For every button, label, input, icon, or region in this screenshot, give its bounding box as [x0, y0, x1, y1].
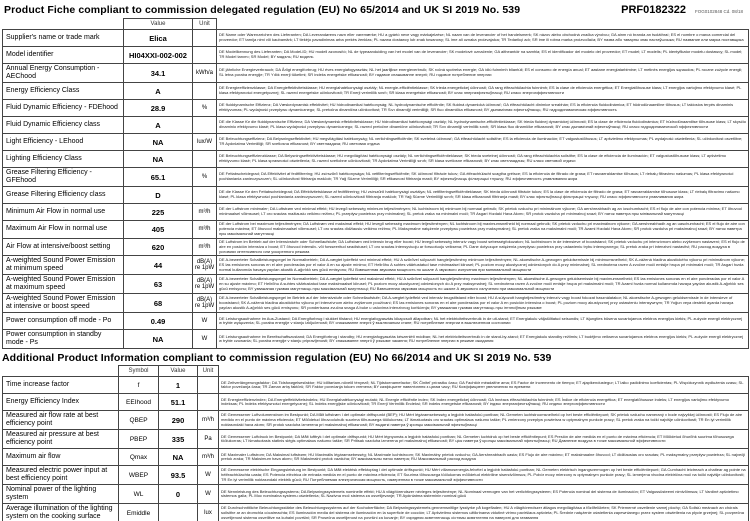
row-unit: W — [198, 466, 219, 485]
table-row — [3, 313, 749, 330]
row-label: Lighting Efficiency Class — [3, 151, 124, 168]
row-value — [159, 504, 198, 521]
row-value: 405 — [124, 221, 193, 239]
column-header-symbol: Symbol — [119, 366, 159, 377]
row-value: 290 — [159, 411, 198, 430]
row-description: DE fluiddynamische Effizienz; DA Væskedynamisk effektivitet; HU hidrodinamikai hatékonyság; NL hydrodynamische efficiëntie; SK fluidná dynamická účinnosť; GA éifeachtúlacht dinimice sreabhán; ES la eficiencia fluidodinámica; ET hüdrodünaamiline tõhusus; LT takiosios terpės dinaminis efektyvumas; PL wydajność przepływu dynamicznego; SL pretočna dinamična učinkovitost; TR Sıvı dinamiği verimliliği; SR fluo dinamička efikasnost; BY дынамічная эфектыўнасць; RU гидродинамическая эффективность — [217, 100, 749, 117]
row-value: 1 — [159, 377, 198, 394]
column-header-value: Value — [124, 19, 193, 30]
row-unit: % — [193, 100, 217, 117]
row-symbol: WBEP — [119, 466, 159, 485]
document-reference — [621, 4, 746, 16]
row-label: Measured air pressure at best efficiency point — [3, 430, 119, 449]
row-label: Air Flow at intensive/boost setting — [3, 238, 124, 256]
table-row — [3, 275, 749, 294]
row-description: DE Luftstrom im Betrieb auf der Intensivstufe oder Schnellaufstufe; DA Luftstrøm ved intensiv brug eller boost; HU levegő sebesség intenzív vagy boost sebességfokozaton; NL luchtstroom in de intensieve of booststand; SK prietok vzduchu pri intenzívnom alebo zvýšenom nastavení; ES el flujo de aire en posición intensiva o boost; ET õhuvool intensiiv- või forsseeritud seadistusel; LT oro srautas intensyviuoju ar forsuotuoju veiksena; PL Dane dotyczące natężenia przepływu powietrza przy ustawieniu trybu intensywnego; SL pretok zraka pri intenzivni nastavitvi; RU расход воздуха в условиях интенсивного или ускоренного режима — [217, 238, 749, 256]
row-symbol: WL — [119, 485, 159, 504]
row-label: Average illumination of the lighting system on the cooking surface — [3, 504, 119, 521]
table-row — [3, 187, 749, 204]
document-code: FOG0102848 Cd. 08/18 — [694, 9, 743, 14]
row-unit — [193, 117, 217, 134]
row-value: 63 — [124, 275, 193, 294]
row-unit — [193, 83, 217, 100]
row-description: DE der Luftstrom bei maximum teljesítményen; DA Luftstrøm ved maksimal effekt; HU levegő sebesség maximum teljesítményen; NL luchtstroom bij maximumsnelheid bij normaal gebruik; SK prietok vzduchu pri maximálnom výkone; GA aershreabhadh ag an uaschumhacht; ES el flujo de aire con potencia máxima; ET õhuvool maksimaalsel võimsusel; LT oro srautas didžiausiu veikimo režimu; PL Maksymalne natężenie przepływu powietrza przy maksymalnej; SL pretok zraka na maksimalni moči; TR Azami Hızdaki Hava Akımı; SR protok vazduha pri maksimalnoj snazi; BY паток паветра пры максімальнай магутнасці — [217, 221, 749, 239]
row-unit: m³/h — [198, 411, 219, 430]
row-unit: kWh/a — [193, 64, 217, 83]
row-value: NA — [124, 330, 193, 349]
column-header-unit: Unit — [193, 19, 217, 30]
row-unit: dB(A) re 1pW — [193, 275, 217, 294]
table-header-row — [3, 19, 749, 30]
row-label: Energy Efficiency Index — [3, 394, 119, 411]
row-value: 0.49 — [124, 313, 193, 330]
row-description: DE Fettabscheidegrad; DA Effektivitet af fedtfiltrering; HU zsírszűrő hatékonysága; NL vetfilteringsefficiëntie; SK účinnosť filtrácie tukov; GA éifeachtúlacht scagtha gréisce; ES la eficiencia de filtrado de grasa; ET rasvaeraldamise tõhusus; LT riebalų filtravimo našumas; PL klasa efektywności pochłaniania zanieczyszczeń; SL učinkovitost filtriranja maščob; TR Yağ Süzme Verimliliği; SR efikasnost filtriranja masti; BY эфектыўнасць фільтрацыі тлушчу; RU эффективность улавливания жира — [217, 168, 749, 187]
row-unit: dB(A) re 1pW — [193, 256, 217, 275]
document-number: PRF0182322 — [621, 4, 686, 16]
row-unit: W — [193, 330, 217, 349]
table-header-row — [3, 366, 749, 377]
row-description: DE Name oder Warenzeichen des Lieferanten; DA Leverandørens navn eller varemærke; HU a gyártó neve vagy márkajelzése; NL naam van de leverancier of het handelsmerk; SK názov alebo obchodná značka výrobcu; GA ainm nó branda an tsoláthraí; ES el nombre o marca comercial del proveedor; ET tarnija nimi või kaubamärk; LT tiekėjo pavadinimas arba prekės ženklas; PL nazwa dostawcy lub znak towarowy; SL ime ali oznaka proizvajalca; TR Tedarikçi adı; SR ime ili robna marka proizvođača; BY назва або таварны знак пастаўшчыка; RU название или марка поставщика — [217, 30, 749, 47]
row-label: Minimum Air Flow in normal use — [3, 204, 124, 221]
row-label: Supplier's name or trade mark — [3, 30, 124, 47]
row-value: 335 — [159, 430, 198, 449]
table-row — [3, 504, 749, 521]
row-value: D — [124, 187, 193, 204]
product-fiche-table — [2, 18, 749, 349]
row-label: A-weighted Sound Power Emission at maximum speed — [3, 275, 124, 294]
row-description: DE Leistungsaufnahme im Bereitschaftszustand; DA Energiforbrug i standby; HU energiafogyasztás készenléti módban; NL het elektriciteitsverbruik in de stand-by-stand; ET Energiakulu standby režiimis; LT budėjimo veiksena suvartojamos elektros energijos kiekis; PL zużycie energii elektrycznej w trybie czuwania; SL poraba energije v stanju pripravljenosti; BY спажыванне энергіі ў рэжыме чакання; RU потребление энергии в режиме ожидания — [217, 330, 749, 349]
row-description: DE Energieeffizienzindex; DA Energieffektivitetsindeks; HU Energiahatékonysági mutató; NL Energie efficiëntie index; SK Index energetickej účinnosti; GA Innéacs éifeachtúlachta fuinnimh; ES Índice de eficiencia energética; ET energiatõhususe indeks; LT energijos vartojimo efektyvumo indeksas; PL Indeks efektywności energetycznej; SL Indeks energijske učinkovitosti; TR Enerji Verimlilik Endeksi; SR indeks energetske efikasnosti; BY індэкс энергаэфектыўнасці; RU индекс энергоэффективности — [219, 394, 749, 411]
row-value: 225 — [124, 204, 193, 221]
row-unit — [198, 394, 219, 411]
row-description: DE A-bewerteter Schallleistungspegel im Normalbetrieb; DA A-vægtet lydeffekt ved maksimal effekt; HU A szűrővel súlyozott hangteljesítmény maximum teljesítményen; NL akoestische A-gewogen geluidsemissie bij maximumsnelheid; ES las emisiones sonoras en el aire ponderadas por el valor A en su ajuste máximo; ET Helirõhu A suhtes väärtustatud tase maksimaalsel kiirusel; PL poziom mocy akustycznej odniesionych do A przy maksymalnej; SL vrednotena raven A zvočne moči emisije hrupa pri maksimalni moči; TR Azami hızda normal kullanımda havaya yayılan akustik A-ağırlıklı ses gücü emisyonu; BY узважаная гукавая магутнасць пры максімальнай магутнасці; RU Взвешенная звуковая мощность по шкале А звукового излучения при максимальной мощности — [217, 275, 749, 294]
table-row — [3, 30, 749, 47]
table-row — [3, 411, 749, 430]
row-description: DE Modellkennung des Lieferanten; DA Model-ID; HU modell azonosító; NL de typeaanduiding van het model van de leverancier; SK modelové označenie; GA aitheantóir na samhla; ES el identificador del modelo del proveedor; ET mudel; LT modelis; PL identyfikator modelu dostawcy; SL model; TR Model tanımı; SR Model; BY мадэль; RU модель — [217, 47, 749, 64]
row-description: DE der Luftstrom minimaler; DA Luftstrøm ved minimal effekt; HU levegő sebesség minimum teljesítményen; NL luchtstroom bij minimum bij normaal gebruik; SK prietok vzduchu pri minimálnom výkone; GA aershreabhadh ag an íoschumhacht; ES el flujo de aire con potencia mínima; ET õhuvool minimaalsel võimsusel; LT oro srautas mažiausiu veikimo režimu; PL przepływ powietrza przy minimalnej; SL pretok zraka na minimalni moči; TR Asgari Hızdaki Hava Akımı; SR protok vazduha pri minimalnoj snazi; BY паток паветра пры мінімальнай магутнасці — [217, 204, 749, 221]
row-unit — [193, 187, 217, 204]
row-value: Elica — [124, 30, 193, 47]
table-row — [3, 47, 749, 64]
row-unit: m³/h — [193, 204, 217, 221]
row-label: Power consumption off mode - Po — [3, 313, 124, 330]
table-row — [3, 466, 749, 485]
row-symbol: Emiddle — [119, 504, 159, 521]
row-description: DE Maximaler Luftstrom; DA Maksimal luftstrøm; HU Maximális légáramsebesség; NL Maximale luchtstroom; SK Maximálny prietok vzduchu; GA Aershreabhadh uasta; ES Flujo de aire máximo; ET maksimaalne õhuvool; LT didžiausias oro srautas; PL maksymalny przepływ powietrza; SL največji pretok zraka; TR Maksimum hava akımı; SR Maksimalni protok vazduha; BY максімальны паток паветра; RU Максимальный расход воздуха — [219, 449, 749, 466]
table-row — [3, 168, 749, 187]
row-value: HI04XXI-002-002 — [124, 47, 193, 64]
table-row — [3, 377, 749, 394]
row-label: Annual Energy Consumption - AEChood — [3, 64, 124, 83]
row-value: 65.1 — [124, 168, 193, 187]
row-label: Energy Efficiency Class — [3, 83, 124, 100]
row-label: Fluid Dynamic Efficiency class — [3, 117, 124, 134]
row-unit: m³/h — [193, 221, 217, 239]
table-row — [3, 394, 749, 411]
row-unit: Pa — [198, 430, 219, 449]
table-row — [3, 151, 749, 168]
row-description: DE Durchschnittliche Beleuchtungsstärke des Beleuchtungssystems auf der Kochoberfläche; DA Belysningssystemets gennemsnitlige lysstyrke på kogefladen; HU A világítórendszer átlagos megvilágítása a főzőfelületen; SK Priemerné osvetlenie varnej plochy; GA Soilsiú meánach an chórais soilsithe ar an dromchla cócaireachta; ES Iluminación media del sistema de iluminación en la superficie de cocción; LT Apšvietimo sistemos užtikrinama vidutinė virimo paviršiaus apšvieta; PL Średnie natężenie oświetlenia zapewnianego przez system oświetlenia na płycie grzejnej; SL povprečna osvetljenost sistema osvetlitve na kuhalni površini; SR Prosečna osvetljenost na površini za kuvanje; BY сярэдняя асветленасць сістэмы асвятлення на паверхні для гатавання — [219, 504, 749, 521]
row-value: 0 — [159, 485, 198, 504]
row-value: 93.5 — [159, 466, 198, 485]
column-header-value: Value — [159, 366, 198, 377]
table-row — [3, 330, 749, 349]
table-row — [3, 221, 749, 239]
row-symbol: PBEP — [119, 430, 159, 449]
row-value: NA — [124, 151, 193, 168]
row-unit: W — [193, 313, 217, 330]
row-label: Measured air flow rate at best efficiency point — [3, 411, 119, 430]
page-title: Product Fiche compliant to commission delegated regulation (EU) No 65/2014 and UK SI 2019 No. 539 — [4, 4, 521, 16]
row-label: Fluid Dynamic Efficiency - FDEhood — [3, 100, 124, 117]
row-value: A — [124, 83, 193, 100]
row-symbol: QBEP — [119, 411, 159, 430]
table-row — [3, 238, 749, 256]
row-label: Grease Filtering Efficiency class — [3, 187, 124, 204]
additional-info-table — [2, 365, 749, 521]
row-description: DE Gemessener Luftdruck im Bestpunkt; DA Målt lufttryk i det optimale driftspunkt; HU Mért légnyomás a legjobb hatásfokú pontban; NL Gemeten luchtdruk op het beste efficiëntiepunt; ES Presión de aire medida en el punto de máxima eficiencia; ET Mõõdetud õhurõhk suurima tõhususega töölukorras; LT išmatuotasis statinis slėgis optimalaus našumo taške; SR Pritisak vazduha izmerena pri maksimalnoj efikasnosti; BY ціск паветра ў кропцы максімальнай эфектыўнасці; RU Давление воздуха в точке максимальной эффективности — [219, 430, 749, 449]
row-description: DE Nennleistung des Beleuchtungssystems; DA Belysningssystemets nominelle effekt; HU A világítórendszer névleges teljesítménye; NL Nominaal vermogen van het verlichtingssysteem; ES Potencia nominal del sistema de iluminación; ET Valgussüsteemi nimivõimsus; LT Vardinė apšvietimo sistemos galia; PL Moc nominalna systemu oświetlenia; SL Nazivna moč sistema za osvetljevanje; TR Aydınlatma sisteminin nominal gücü — [219, 485, 749, 504]
table-row — [3, 204, 749, 221]
row-symbol: f — [119, 377, 159, 394]
row-unit: lux/W — [193, 134, 217, 151]
row-label: Light Efficiency - LEhood — [3, 134, 124, 151]
table-row — [3, 134, 749, 151]
row-value: 44 — [124, 256, 193, 275]
row-label: Maximum air flow — [3, 449, 119, 466]
row-description: DE Beleuchtungseffizienz; DA Belysningseffektivitet; HU megvilágítási hatékonyság; NL verlichtingsefficiëntie; SK svetelná účinnosť; GA éifeachtúlacht soilsithe; ES la eficiencia de iluminación; ET valgustustõhusus; LT apšvietimo efektyvumas; PL wydajność oświetlenia; SL učinkovitost osvetlitve; TR Aydınlatma Verimliliği; SR svetlosna efikasnost; BY светлаадача; RU световая отдача — [217, 134, 749, 151]
row-description: DE Leistungsaufnahme im Aus-Zustand; DA Energiforbrug i slukket tilstand; HU energiafogyasztás kikapcsolt állapotban; NL het elektriciteitsverbruik in de uit-stand; ET Energiakulu väljalülitatud seisundis; LT išjungties būsena suvartojamos elektros energijos kiekis; PL zużycie energii elektrycznej w trybie wyłączenia; SL poraba energije v stanju izključenosti; BY спажыванне энергіі ў выключаным стане; RU потребление энергии в выключенном состоянии — [217, 313, 749, 330]
row-description: DE Gemessene elektrische Eingangsleistung im Bestpunkt; DA Målt elektrisk effektoptag i det optimale driftspunkt; HU Mért villamosenergia-felvétel a legjobb hatásfokú pontban; NL Gemeten elektrisch ingangsvermogen op het beste efficiëntiepunt; GA Cumhacht leictreach a chaitear ag pointe na héifeachtúlachta uasta; ES Potencia eléctrica de entrada medida en el punto de máxima eficiencia; ET Suurima tõhususega töölukorras mõõdetud elektriline sisendvõimsus; PL Pobór mocy mierzony w optymalnym punkcie pracy; SL izmerjena vhodna električna moč na točki najvišje učinkovitosti; TR En iyi verimlilik noktasındaki elektrik gücü; RU Потребляемая электрическая мощность, измеренная в точке максимальной эффективности — [219, 466, 749, 485]
row-unit — [193, 151, 217, 168]
row-unit — [193, 30, 217, 47]
row-unit: W — [198, 485, 219, 504]
row-description: DE die Klasse für den Fettabscheidegrad; DA Effektivitetsklasse af fedtfiltrering; HU zsírszűrő hatékonysági osztálya; NL vetfilteringsefficiëntieklasse; SK trieda účinnosti filtrácie tukov; ES la clase de eficiencia de filtrado de grasa; ET rasvaeraldamise tõhususe klass; LT riebalų filtravimo našumo klasė; PL klasa efektywności pochłaniania zanieczyszczeń; SL razred učinkovitosti filtriranja maščob; TR Yağ Süzme Verimliliği sınıfı; SR klasa efikasnosti filtriranja masti; BY клас эфектыўнасці фільтрацыі тлушчу; RU класс эффективности улавливания жира — [217, 187, 749, 204]
row-unit: lux — [198, 504, 219, 521]
row-value: NA — [159, 449, 198, 466]
table-row — [3, 294, 749, 313]
row-label: Model identifier — [3, 47, 124, 64]
row-description: DE Gemessener Luftvolumenstrom im Bestpunkt; DA Målt luftstrøm i det optimale driftspunkt (BEP); HU Mért légáramsebesség a legjobb hatásfokú pontban; NL Gemeten luchtstroomsnelheid op het beste efficiëntiepunt; SK prietok vzduchu nameraný v bode najvyššej účinnosti; ES Flujo de aire medido en el punto de máxima eficiencia; ET Mõõdetud õhuvooluhulk suurima tõhususega töölukorras; LT išmatuotasis oro srautas optimalaus našumo taške; PL zmierzony przepływ powietrza w optymalnym punkcie pracy; SL pretok zraka na točki najvišje učinkovitosti; TR En iyi verimlilik noktasındaki hava akımı; SR protok vazduha izmerena pri maksimalnoj efikasnosti; BY выдаткі паветра ў кропцы максімальнай эфектыўнасці — [219, 411, 749, 430]
row-label: Power consumption in standby mode - Ps — [3, 330, 124, 349]
row-description: DE A-bewerteter Schallleistungspegel im Betrieb auf der Intensivstufe oder Schnellaufstufe; DA A-vægtet lydeffekt ved intensiv brugstilstand eller boost; HU A súlyozott hangteljesítmény intenzív vagy boost fokozat használatakor; NL akoestische A-gewogen geluidsemissie in de intensieve of booststand; SK A-vážená hladina akustického výkonu pri intenzívnom alebo zvýšenom používaní; ES las emisiones sonoras en el aire ponderadas por el valor A en posición intensiva o boost; PL poziom mocy akustycznej przy ustawieniu intensywnym; TR Yoğun veya destekli ayarda havaya yayılan akustik A-ağırlıklı ses gücü emisyonu; SR ponderisana zvučna snaga A buke u uslovima intenzivnog korišćenja; BY узважаная гукавая магутнасць пры інтэнсіўным рэжыме — [217, 294, 749, 313]
row-value: A — [124, 117, 193, 134]
row-value: 68 — [124, 294, 193, 313]
row-symbol: Qmax — [119, 449, 159, 466]
row-unit: dB(A) re 1pW — [193, 294, 217, 313]
section-title-additional-info: Additional Product Information compliant to commission regulation (EU) No 66/2014 and UK SI 2019 No. 539 — [2, 352, 552, 365]
row-description: DE Zeitverlängerungsfaktor; DA Tidsforøgelsesfaktor; HU időtartam-növelő tényező; NL Tijdstoenamefactor; SK Činiteľ prírastku času; GA Fachtóir méadaithe ama; ES Factor de incremento de tiempo; ET ajapikendustegur; LT laiko padidinimo koeficientas; PL Współczynnik wydłużenia czasu; SL faktor povečanja časa; TR Zaman artış faktörü; SR Faktor povećanja tokom vremena; BY каэфіцыент павелічэння з цягам часу; RU Коэффициент увеличения по времени — [219, 377, 749, 394]
row-description: DE Energieeffizienzklasse; DA Energieffektivitetsklasse; HU energiahatékonysági osztály; NL energie-efficiëntieklasse; SK trieda energetickej účinnosti; GA rang éifeachtúlachta fuinnimh; ES la clase de eficiencia energética; ET Energiatõhususe klass; LT energijos vartojimo efektyvumo klasė; PL klasa efektywności energetycznej; SL razred energetske učinkovitosti; TR Enerji verimlilik sınıfı; SR klasa energetske efikasnosti; BY клас энергаэфектыўнасці; RU класс энергоэффективности — [217, 83, 749, 100]
row-description: DE jährliche Energieverbrauch; DA Årligt energiforbrug; HU éves energiafogyasztás; NL het jaarlijkse energieverbruik; SK ročná spotreba energie; GA ídiú fuinnimh bliantúil; ES el consumo de energía anual; ET aastane energiatarbimine; LT metinės energijos sąnaudos; PL roczne zużycie energii; SL letna poraba energije; TR Yıllık enerji tüketimi; SR indeks energetske efikasnosti; BY гадавое спажыванне энергіі; RU годовое потребление энергии — [217, 64, 749, 83]
row-label: Nominal power of the lighting system — [3, 485, 119, 504]
row-unit: m³/h — [193, 238, 217, 256]
row-label: Time increase factor — [3, 377, 119, 394]
table-row — [3, 430, 749, 449]
table-row — [3, 485, 749, 504]
table-row — [3, 64, 749, 83]
row-label: A-weighted Sound Power Emission at intensive or boost speed — [3, 294, 124, 313]
table-row — [3, 449, 749, 466]
row-description: DE die Klasse für die fluiddynamische Effizienz; DA Væskedynamisk effektivitetsklasse; HU hidrodinamikai hatékonysági osztály; NL hydrodynamische-efficiëntieklasse; SK trieda fluidnej dynamickej účinnosti; ES la clase de eficiencia fluidodinámica; ET hüdrodünaamilise tõhususe klass; LT skysčio dinaminio efektyvumo klasė; PL klasa wydajności przepływu dynamicznego; SL razred pretočne dinamične učinkovitosti; TR Sıvı dinamiği verimlilik sınıfı; SR klasa fluo dinamičke efikasnosti; BY клас дынамічнай эфектыўнасці; RU класс гидродинамической эффективности — [217, 117, 749, 134]
row-unit — [193, 47, 217, 64]
row-label: Maximum Air Flow in normal use — [3, 221, 124, 239]
row-value: 34.1 — [124, 64, 193, 83]
row-unit — [198, 377, 219, 394]
row-label: A-weighted Sound Power Emission at minimum speed — [3, 256, 124, 275]
document-header — [2, 2, 748, 18]
column-header-unit: Unit — [198, 366, 219, 377]
table-row — [3, 100, 749, 117]
table-row — [3, 256, 749, 275]
row-label: Measured electric power input at best efficiency point — [3, 466, 119, 485]
row-description: DE A-bewerteter Schallleistungspegel im Normalbetrieb; DA A-vægtet lydeffekt ved minimal effekt; HU A szűrővel súlyozott hangteljesítmény minimum teljesítményen; NL akoestische A-gewogen geluidsemissie bij minimumsnelheid; SK A-vážená hladina akustického výkonu pri minimálnom výkone; ES las emisiones sonoras en el aire ponderadas por el valor A en su ajuste mínimo; ET Helirõhu A suhtes väärtustatud tase minimaalsel kiirusel; PL poziom mocy akustycznej odniesionych do A przy minimalnej; SL vrednotena raven A zvočne moči emisije hrupa pri minimalni moči; TR Asgari hızda normal kullanımda havaya yayılan akustik A-ağırlıklı ses gücü emisyonu; RU Взвешенная звуковая мощность по шкале А звукового излучения при минимальной мощности — [217, 256, 749, 275]
row-unit: m³/h — [198, 449, 219, 466]
row-description: DE Beleuchtungseffizienzklasse; DA Belysningseffektivitetsklasse; HU megvilágítási hatékonysági osztály; NL verlichtingsefficiëntieklasse; SK trieda svetelnej účinnosti; GA rang éifeachtúlachta soilsithe; ES la clase de eficiencia de iluminación; ET valgustustõhususe klass; LT apšvietimo efektyvumo klasė; PL klasa sprawności oświetlenia; SL razred svetlobne učinkovitosti; TR Aydınlatma Verimliliği sınıfı; SR klasa svetlosne efikasnosti; BY клас светлаадачы; RU класс световой отдачи — [217, 151, 749, 168]
row-symbol: EEIhood — [119, 394, 159, 411]
table-row — [3, 83, 749, 100]
row-unit: % — [193, 168, 217, 187]
row-value: 620 — [124, 238, 193, 256]
table-row — [3, 117, 749, 134]
row-label: Grease Filtering Efficiency - GFEhood — [3, 168, 124, 187]
row-value: NA — [124, 134, 193, 151]
row-value: 51.1 — [159, 394, 198, 411]
row-value: 28.9 — [124, 100, 193, 117]
